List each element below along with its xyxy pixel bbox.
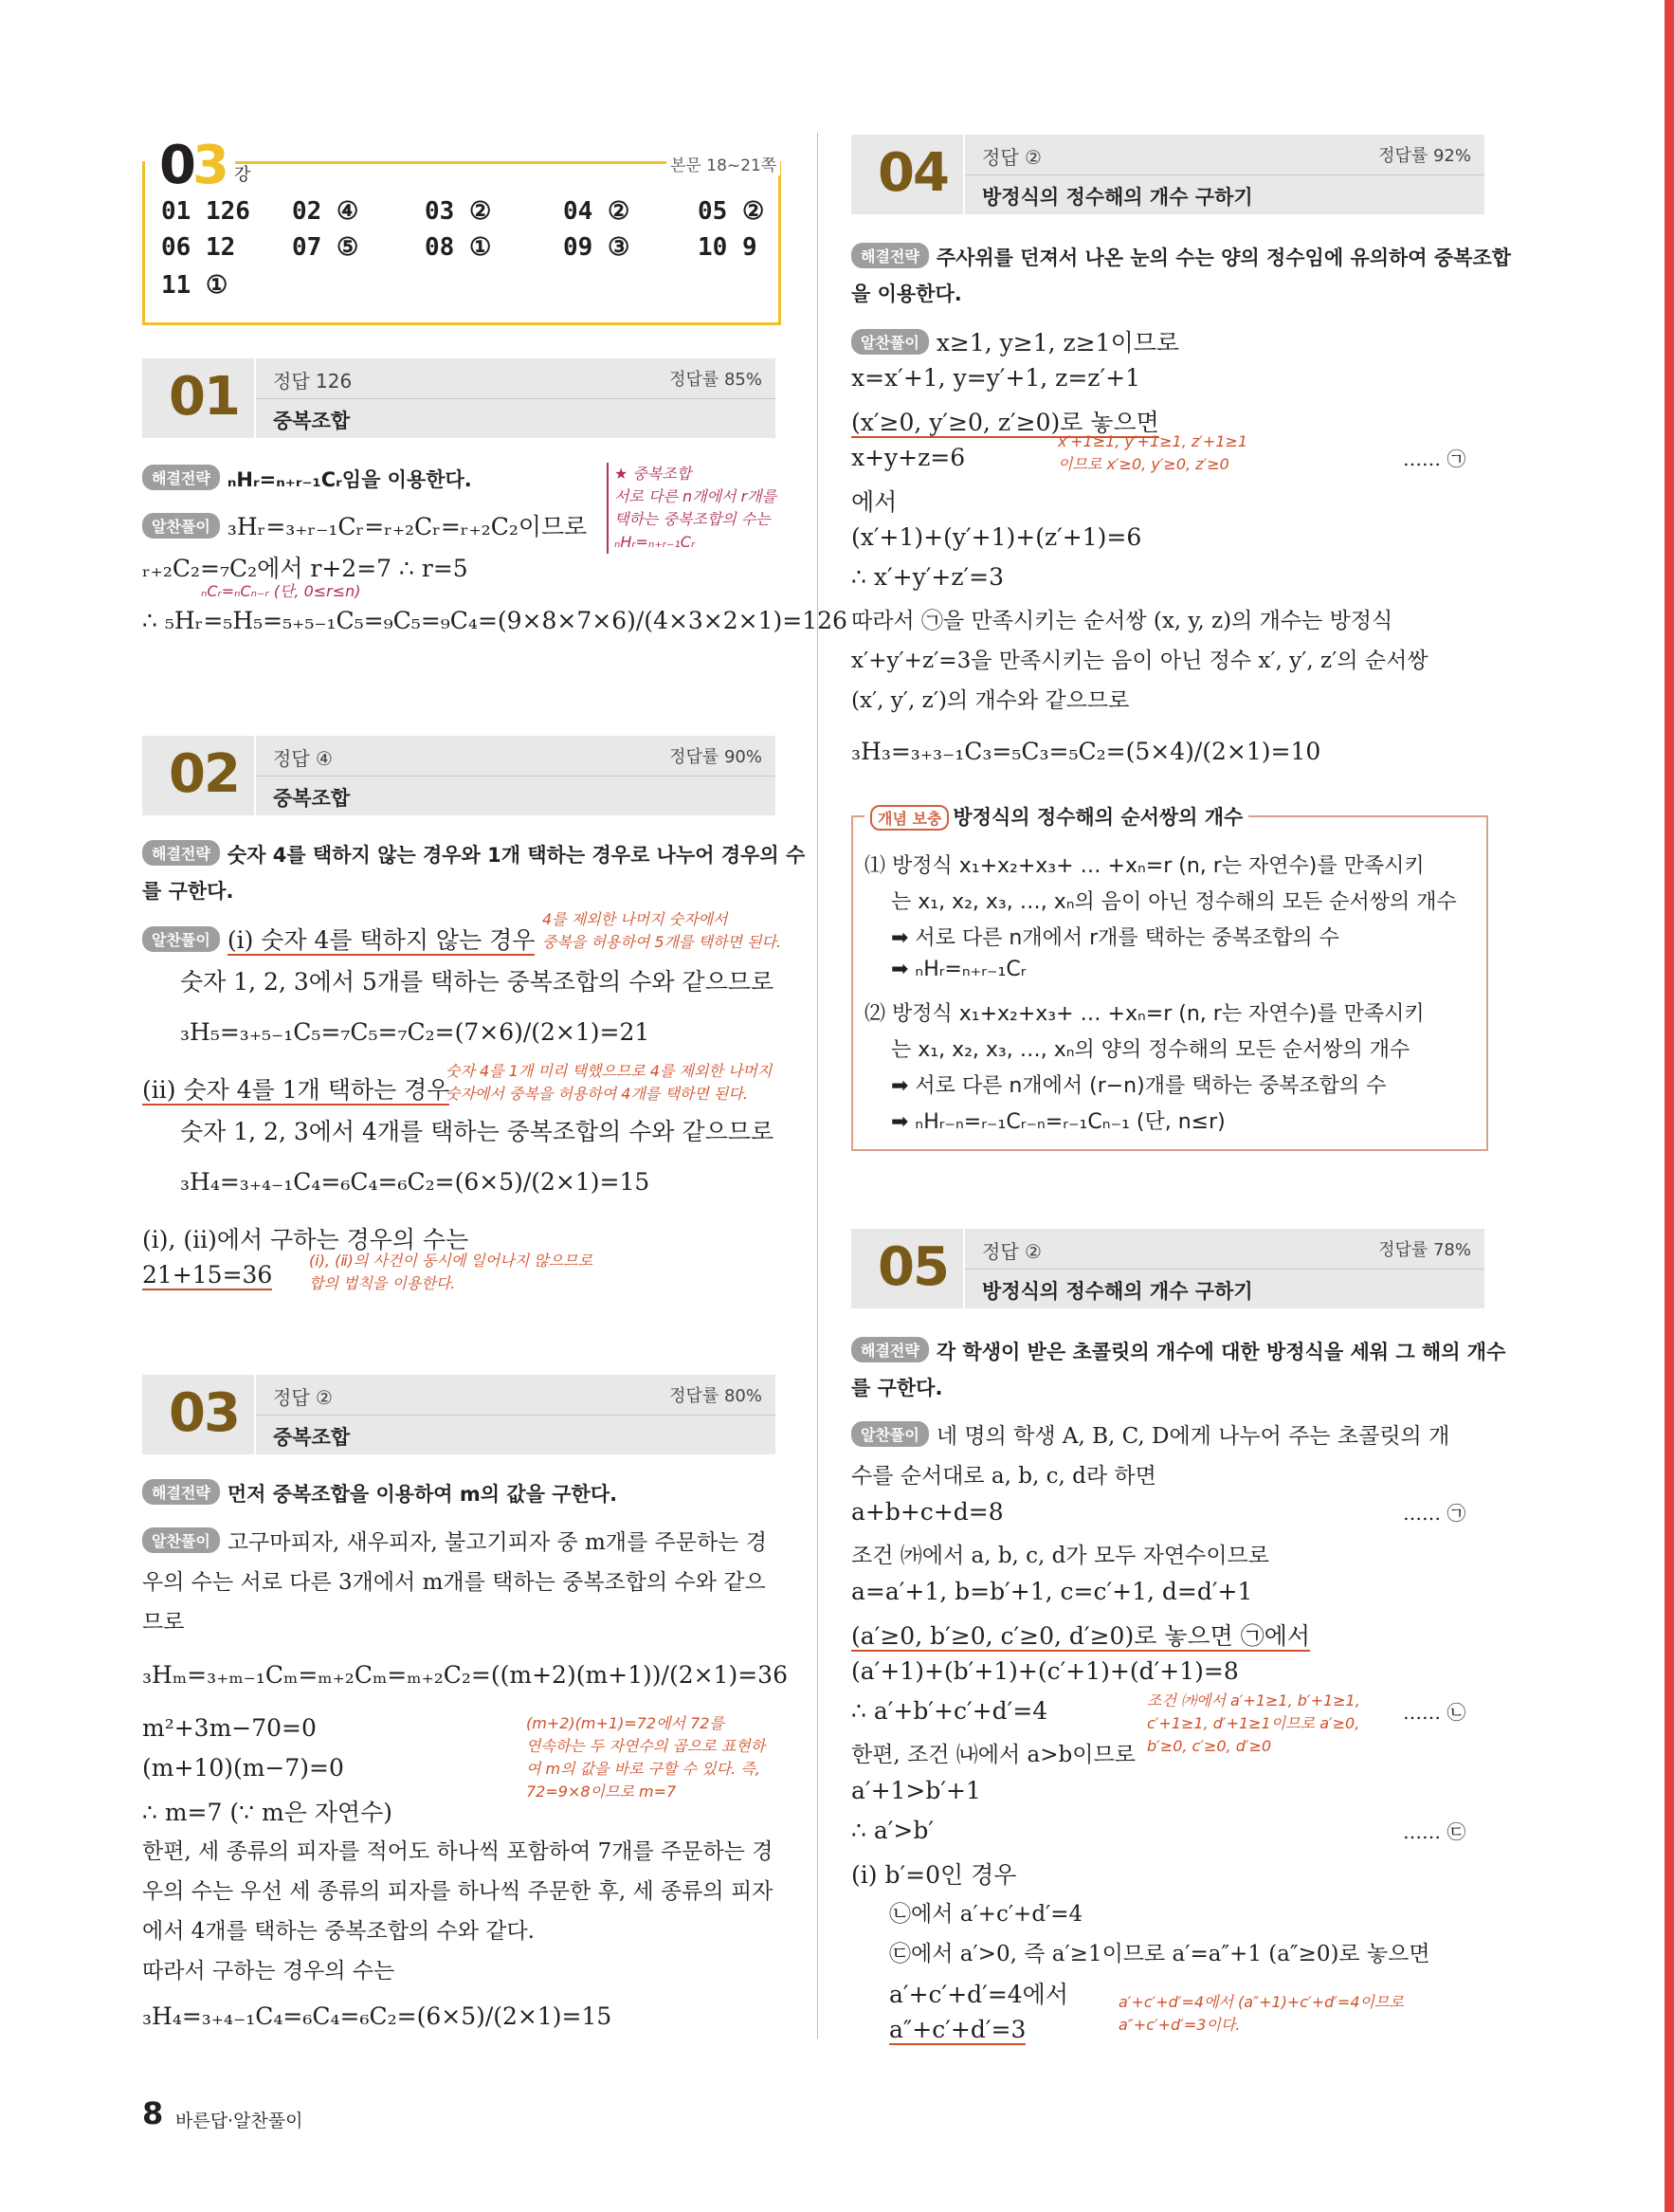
problem-number: 02	[169, 743, 239, 805]
solution-line: ∴ ₅Hᵣ=₅H₅=₅₊₅₋₁C₅=₉C₅=₉C₄=(9×8×7×6)/(4×3×2×1)=126	[142, 607, 847, 634]
solution-line: ₃H₃=₃₊₃₋₁C₃=₅C₃=₅C₂=(5×4)/(2×1)=10	[851, 738, 1321, 765]
solution-line: 므로	[142, 1610, 185, 1635]
solution-line	[142, 1525, 767, 1556]
concept-line: ⑴ 방정식 x₁+x₂+x₃+ … +xₙ=r (n, r는 자연수)를 만족시키	[864, 854, 1425, 878]
problem-header-02	[142, 736, 775, 815]
solution-text: 고구마피자, 새우피자, 불고기피자 중 m개를 주문하는 경	[227, 1530, 767, 1555]
strategy-line	[142, 840, 805, 868]
footer-title: 바른답·알찬풀이	[175, 2111, 303, 2131]
answer-box-top-border	[235, 161, 666, 164]
solution-line: (a′+1)+(b′+1)+(c′+1)+(d′+1)=8	[851, 1657, 1239, 1685]
concept-line: ➡ 서로 다른 n개에서 (r−n)개를 택하는 중복조합의 수	[891, 1074, 1387, 1098]
problem-topic: 방정식의 정수해의 개수 구하기	[982, 186, 1253, 209]
equation-tag: …… ㉢	[1403, 1820, 1466, 1843]
solution-text: 네 명의 학생 A, B, C, D에게 나누어 주는 초콜릿의 개	[936, 1424, 1450, 1449]
strategy-tag: 해결전략	[142, 465, 220, 490]
solution-line: 한편, 세 종류의 피자를 적어도 하나씩 포함하여 7개를 주문하는 경	[142, 1839, 773, 1864]
annotation-note: ₙCᵣ=ₙCₙ₋ᵣ (단, 0≤r≤n)	[201, 582, 361, 600]
solution-line: 조건 ㈎에서 a, b, c, d가 모두 자연수이므로	[851, 1544, 1269, 1568]
solution-line: a″+c′+d′=3	[889, 2016, 1027, 2043]
solution-tag: 알찬풀이	[142, 513, 220, 539]
answer-item: 06 12	[161, 233, 236, 262]
strategy-text: 를 구한다.	[142, 880, 234, 903]
solution-text: x≥1, y≥1, z≥1이므로	[936, 329, 1180, 356]
solution-line: ㉢에서 a′>0, 즉 a′≥1이므로 a′=a″+1 (a″≥0)로 놓으면	[889, 1942, 1430, 1966]
equation-tag: …… ㉠	[1403, 448, 1466, 470]
problem-header-04	[851, 135, 1484, 214]
strategy-text: ₙHᵣ=ₙ₊ᵣ₋₁Cᵣ임을 이용한다.	[227, 468, 472, 491]
answer-item: 09 ③	[563, 233, 630, 262]
solution-line: 21+15=36	[142, 1261, 273, 1289]
annotation-note: 숫자 4를 1개 미리 택했으므로 4를 제외한 나머지 숫자에서 중복을 허용하여 4개를 택하면 된다.	[446, 1062, 773, 1103]
page-edge-bar	[1665, 0, 1674, 2212]
header-rule	[965, 174, 1484, 175]
strategy-tag: 해결전략	[851, 243, 929, 268]
header-rule	[965, 1269, 1484, 1270]
concept-line: 는 x₁, x₂, x₃, …, xₙ의 양의 정수해의 모든 순서쌍의 개수	[891, 1038, 1410, 1062]
solution-line	[142, 508, 587, 542]
solution-line: ₃H₅=₃₊₅₋₁C₅=₇C₅=₇C₂=(7×6)/(2×1)=21	[180, 1018, 650, 1046]
problem-topic: 중복조합	[273, 787, 351, 810]
solution-line: a+b+c+d=8	[851, 1498, 1004, 1526]
answer-item: 10 9	[698, 233, 757, 262]
solution-line	[851, 324, 1179, 358]
answer-item: 01 126	[161, 197, 250, 226]
chapter-suffix: 강	[234, 165, 251, 185]
solution-line: 우의 수는 우선 세 종류의 피자를 하나씩 주문한 후, 세 종류의 피자	[142, 1879, 773, 1904]
concept-line: ⑵ 방정식 x₁+x₂+x₃+ … +xₙ=r (n, r는 자연수)를 만족시키	[864, 1002, 1425, 1026]
strategy-text: 숫자 4를 택하지 않는 경우와 1개 택하는 경우로 나누어 경우의 수	[227, 844, 806, 867]
strategy-line	[851, 243, 1511, 271]
solution-tag: 알찬풀이	[851, 329, 929, 355]
annotation-note: (ⅰ), (ⅱ)의 사건이 동시에 일어나지 않으므로 합의 법칙을 이용한다.	[309, 1252, 593, 1292]
header-rule	[256, 776, 775, 777]
solution-line: ㉡에서 a′+c′+d′=4	[889, 1902, 1083, 1927]
solution-line: x+y+z=6	[851, 444, 966, 471]
concept-badge: 개념 보충	[870, 805, 949, 831]
answer-item: 05 ②	[698, 197, 765, 226]
solution-line: x=x′+1, y=y′+1, z=z′+1	[851, 364, 1141, 392]
answer-item: 07 ⑤	[292, 233, 359, 262]
solution-line: 따라서 ㉠을 만족시키는 순서쌍 (x, y, z)의 개수는 방정식	[851, 609, 1393, 633]
source-pages: 본문 18~21쪽	[666, 152, 780, 175]
solution-line: a′+c′+d′=4에서	[889, 1981, 1068, 2008]
strategy-line	[851, 1337, 1505, 1365]
column-divider	[817, 133, 818, 2038]
correct-rate: 정답률 80%	[669, 1386, 762, 1406]
solution-line: a=a′+1, b=b′+1, c=c′+1, d=d′+1	[851, 1578, 1253, 1605]
solution-line: x′+y′+z′=3을 만족시키는 음이 아닌 정수 x′, y′, z′의 순서쌍	[851, 649, 1428, 673]
solution-line: 에서 4개를 택하는 중복조합의 수와 같다.	[142, 1919, 535, 1944]
solution-line: (x′+1)+(y′+1)+(z′+1)=6	[851, 523, 1142, 551]
problem-topic: 중복조합	[273, 1426, 351, 1449]
strategy-tag: 해결전략	[142, 840, 220, 866]
correct-rate: 정답률 90%	[669, 747, 762, 767]
strategy-line	[142, 1479, 617, 1508]
solution-line: (ⅰ), (ⅱ)에서 구하는 경우의 수는	[142, 1226, 469, 1253]
solution-line: ∴ a′>b′	[851, 1817, 935, 1844]
answer-item: 08 ①	[425, 233, 492, 262]
problem-topic: 중복조합	[273, 410, 351, 432]
problem-answer: 정답 ④	[273, 747, 333, 770]
solution-line: ∴ x′+y′+z′=3	[851, 563, 1005, 591]
concept-line: ➡ ₙHᵣ₋ₙ=ᵣ₋₁Cᵣ₋ₙ=ᵣ₋₁Cₙ₋₁ (단, n≤r)	[891, 1110, 1226, 1134]
answer-item: 02 ④	[292, 197, 359, 226]
problem-number: 01	[169, 366, 239, 428]
solution-line: ₃Hₘ=₃₊ₘ₋₁Cₘ=ₘ₊₂Cₘ=ₘ₊₂C₂=((m+2)(m+1))/(2×1)=36	[142, 1661, 788, 1689]
answer-item: 04 ②	[563, 197, 630, 226]
problem-number: 04	[878, 142, 948, 204]
solution-line: a′+1>b′+1	[851, 1777, 981, 1804]
strategy-tag: 해결전략	[142, 1479, 220, 1505]
annotation-note: 4를 제외한 나머지 숫자에서 중복을 허용하여 5개를 택하면 된다.	[542, 910, 781, 951]
answer-item: 03 ②	[425, 197, 492, 226]
problem-answer: 정답 ②	[982, 146, 1042, 169]
solution-line: 한편, 조건 ㈏에서 a>b이므로	[851, 1743, 1136, 1767]
annotation-note: ★ 중복조합 서로 다른 n개에서 r개를 택하는 중복조합의 수는 ₙHᵣ=ₙ₊ᵣ₋₁Cᵣ	[607, 463, 776, 554]
solution-tag: 알찬풀이	[142, 1527, 220, 1553]
solution-line: 숫자 1, 2, 3에서 5개를 택하는 중복조합의 수와 같으므로	[180, 968, 774, 996]
solution-tag: 알찬풀이	[851, 1421, 929, 1447]
strategy-text: 를 구한다.	[851, 1377, 943, 1399]
strategy-text: 을 이용한다.	[851, 283, 962, 305]
solution-text: (ⅰ) 숫자 4를 택하지 않는 경우	[227, 926, 536, 954]
header-rule	[256, 1415, 775, 1416]
concept-title	[864, 802, 1248, 831]
equation-tag: …… ㉠	[1403, 1502, 1466, 1525]
solution-line: ∴ a′+b′+c′+d′=4	[851, 1697, 1048, 1725]
correct-rate: 정답률 92%	[1378, 146, 1471, 166]
concept-line: 는 x₁, x₂, x₃, …, xₙ의 음이 아닌 정수해의 모든 순서쌍의 개수	[891, 890, 1457, 914]
problem-number: 03	[169, 1382, 239, 1444]
concept-line: ➡ ₙHᵣ=ₙ₊ᵣ₋₁Cᵣ	[891, 958, 1027, 981]
solution-line: ₃H₄=₃₊₄₋₁C₄=₆C₄=₆C₂=(6×5)/(2×1)=15	[142, 2002, 612, 2030]
page-number: 8	[142, 2095, 164, 2131]
strategy-text: 각 학생이 받은 초콜릿의 개수에 대한 방정식을 세워 그 해의 개수	[936, 1341, 1506, 1363]
problem-header-03	[142, 1375, 775, 1454]
chapter-number: 03	[159, 135, 226, 196]
answer-item: 11 ①	[161, 271, 228, 300]
annotation-note: a′+c′+d′=4에서 (a″+1)+c′+d′=4이므로 a″+c′+d′=3이다.	[1119, 1993, 1404, 2034]
problem-answer: 정답 ②	[982, 1240, 1042, 1263]
correct-rate: 정답률 78%	[1378, 1240, 1471, 1260]
solution-line: 우의 수는 서로 다른 3개에서 m개를 택하는 중복조합의 수와 같으	[142, 1570, 766, 1595]
solution-line: 숫자 1, 2, 3에서 4개를 택하는 중복조합의 수와 같으므로	[180, 1118, 774, 1145]
solution-line: m²+3m−70=0	[142, 1714, 317, 1742]
solution-line: 수를 순서대로 a, b, c, d라 하면	[851, 1464, 1156, 1489]
solution-line: 따라서 구하는 경우의 수는	[142, 1959, 395, 1983]
header-rule	[256, 398, 775, 399]
strategy-tag: 해결전략	[851, 1337, 929, 1362]
annotation-note: (m+2)(m+1)=72에서 72를 연속하는 두 자연수의 곱으로 표현하 여 m의 값을 바로 구할 수 있다. 즉, 72=9×8이므로 m=7	[526, 1714, 766, 1801]
solution-line: (a′≥0, b′≥0, c′≥0, d′≥0)로 놓으면 ㉠에서	[851, 1622, 1311, 1650]
problem-answer: 정답 126	[273, 370, 353, 393]
correct-rate: 정답률 85%	[669, 370, 762, 390]
solution-text: ₃Hᵣ=₃₊ᵣ₋₁Cᵣ=ᵣ₊₂Cᵣ=ᵣ₊₂C₂이므로	[227, 513, 588, 540]
solution-line	[142, 922, 535, 956]
concept-title-text: 방정식의 정수해의 순서쌍의 개수	[953, 806, 1244, 829]
problem-header-01	[142, 358, 775, 438]
solution-line	[851, 1418, 1449, 1450]
problem-answer: 정답 ②	[273, 1386, 333, 1409]
solution-line: (x′≥0, y′≥0, z′≥0)로 놓으면	[851, 409, 1159, 436]
solution-line: (ⅱ) 숫자 4를 1개 택하는 경우	[142, 1076, 450, 1104]
strategy-text: 주사위를 던져서 나온 눈의 수는 양의 정수임에 유의하여 중복조합	[936, 247, 1512, 269]
problem-topic: 방정식의 정수해의 개수 구하기	[982, 1280, 1253, 1303]
solution-line: (ⅰ) b′=0인 경우	[851, 1861, 1017, 1889]
solution-line: 에서	[851, 488, 898, 516]
annotation-note: 조건 ㈎에서 a′+1≥1, b′+1≥1, c′+1≥1, d′+1≥1이므로 a′≥0, b′≥0, c′≥0, d′≥0	[1147, 1691, 1360, 1755]
problem-number: 05	[878, 1236, 948, 1298]
solution-line: (m+10)(m−7)=0	[142, 1754, 344, 1782]
solution-line: ᵣ₊₂C₂=₇C₂에서 r+2=7 ∴ r=5	[142, 555, 468, 582]
solution-line: ₃H₄=₃₊₄₋₁C₄=₆C₄=₆C₂=(6×5)/(2×1)=15	[180, 1168, 650, 1196]
problem-header-05	[851, 1229, 1484, 1308]
solution-tag: 알찬풀이	[142, 926, 220, 952]
annotation-note: x′+1≥1, y′+1≥1, z′+1≥1 이므로 x′≥0, y′≥0, z′≥0	[1058, 432, 1248, 473]
solution-line: ∴ m=7 (∵ m은 자연수)	[142, 1799, 392, 1826]
concept-line: ➡ 서로 다른 n개에서 r개를 택하는 중복조합의 수	[891, 926, 1339, 950]
strategy-text: 먼저 중복조합을 이용하여 m의 값을 구한다.	[227, 1483, 618, 1506]
equation-tag: …… ㉡	[1403, 1701, 1466, 1724]
strategy-line	[142, 465, 472, 493]
solution-line: (x′, y′, z′)의 개수와 같으므로	[851, 688, 1130, 713]
